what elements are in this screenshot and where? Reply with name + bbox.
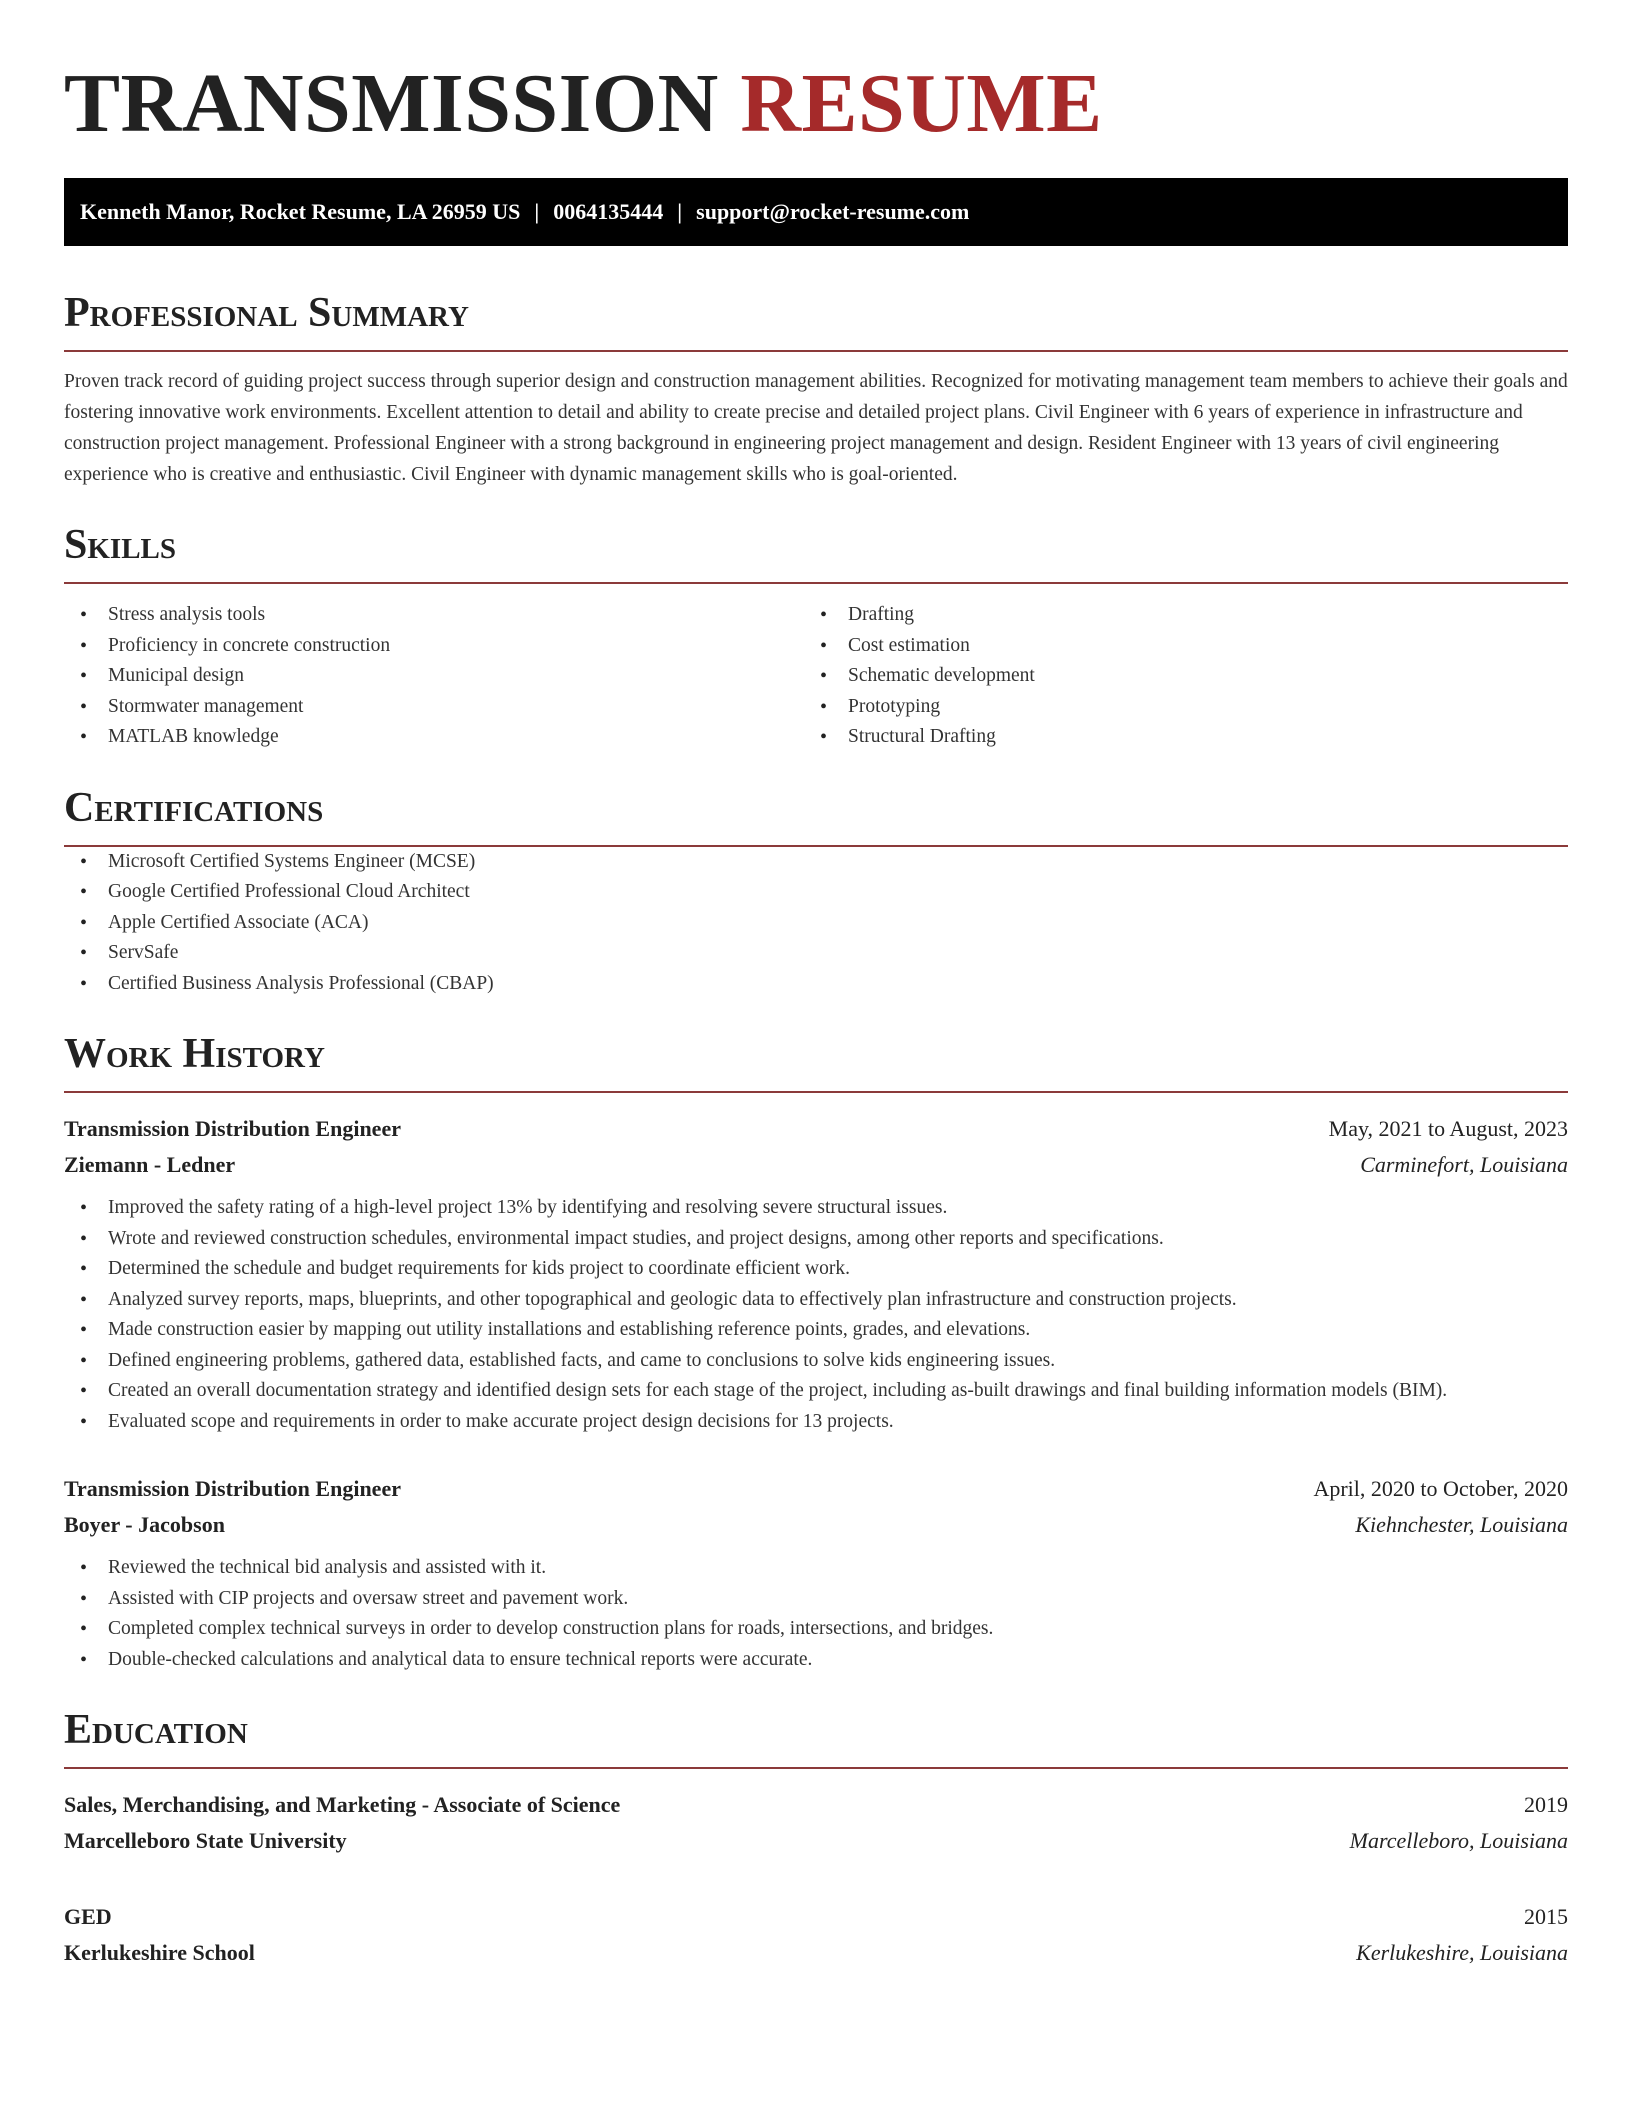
contact-separator: |: [677, 199, 683, 224]
skills-heading: Skills: [64, 522, 177, 568]
resume-title: [64, 56, 1568, 152]
job-title: Transmission Distribution Engineer: [64, 1476, 401, 1501]
education-entry: [64, 1899, 1568, 1971]
contact-email[interactable]: support@rocket-resume.com: [696, 199, 970, 224]
education-school: Kerlukeshire School: [64, 1940, 255, 1965]
job-company-row: [64, 1147, 1568, 1183]
skill-item: • MATLAB knowledge: [64, 722, 804, 753]
job-entry: [64, 1111, 1568, 1437]
education-entry: [64, 1787, 1568, 1859]
skills-list-right: [804, 600, 1544, 753]
education-school-row: [64, 1935, 1568, 1971]
education-school: Marcelleboro State University: [64, 1828, 347, 1853]
job-company: Boyer - Jacobson: [64, 1512, 225, 1537]
job-bullet: • Improved the safety rating of a high-level project 13% by identifying and resolving severe structural issues.: [64, 1193, 1568, 1224]
skill-item: • Schematic development: [804, 661, 1544, 692]
job-bullet: • Reviewed the technical bid analysis and assisted with it.: [64, 1553, 1568, 1584]
certification-item: • Google Certified Professional Cloud Architect: [64, 877, 1568, 908]
title-main: TRANSMISSION: [64, 57, 719, 150]
skill-item: • Stormwater management: [64, 692, 804, 723]
certification-item: • Certified Business Analysis Professional (CBAP): [64, 969, 1568, 1000]
title-accent: RESUME: [740, 57, 1103, 150]
job-title: Transmission Distribution Engineer: [64, 1116, 401, 1141]
skills-column-right: [804, 600, 1544, 753]
job-bullet: • Defined engineering problems, gathered data, established facts, and came to conclusions to solve kids engineering issues.: [64, 1346, 1568, 1377]
section-divider: [64, 1767, 1568, 1769]
contact-separator: |: [534, 199, 540, 224]
education-degree-row: [64, 1787, 1568, 1823]
contact-address: Kenneth Manor, Rocket Resume, LA 26959 US: [80, 199, 521, 224]
certifications-list: [64, 847, 1568, 1000]
contact-phone[interactable]: 0064135444: [553, 199, 664, 224]
education-location: Kerlukeshire, Louisiana: [1356, 1940, 1568, 1965]
certification-item: • ServSafe: [64, 938, 1568, 969]
skills-list-left: [64, 600, 804, 753]
summary-heading: Professional Summary: [64, 290, 469, 336]
section-divider: [64, 1091, 1568, 1093]
job-location: Carminefort, Louisiana: [1360, 1152, 1568, 1177]
job-bullet: • Evaluated scope and requirements in order to make accurate project design decisions for 13 projects.: [64, 1407, 1568, 1438]
job-header-row: [64, 1471, 1568, 1507]
certifications-section: [64, 785, 1568, 1000]
section-divider: [64, 582, 1568, 584]
education-location: Marcelleboro, Louisiana: [1349, 1828, 1568, 1853]
work-history-section: [64, 1031, 1568, 1675]
job-bullet: • Determined the schedule and budget requirements for kids project to coordinate efficient work.: [64, 1254, 1568, 1285]
education-degree: Sales, Merchandising, and Marketing - Associate of Science: [64, 1792, 621, 1817]
skill-item: • Cost estimation: [804, 631, 1544, 662]
skills-grid: [64, 600, 1568, 753]
education-year: 2019: [1524, 1792, 1568, 1817]
certification-item: • Apple Certified Associate (ACA): [64, 908, 1568, 939]
work-history-heading: Work History: [64, 1031, 325, 1077]
job-entry: [64, 1471, 1568, 1675]
skill-item: • Structural Drafting: [804, 722, 1544, 753]
summary-text: Proven track record of guiding project success through superior design and construction management abilities. Recognized for motivating management team members to achieve their goals and fostering innovative work environments. Excellent attention to detail and ability to create precise and detailed project plans. Civil Engineer with 6 years of experience in infrastructure and construction project management. Professional Engineer with a strong background in engineering project management and design. Resident Engineer with 13 years of civil engineering experience who is creative and enthusiastic. Civil Engineer with dynamic management skills who is goal-oriented.: [64, 371, 1568, 485]
certification-item: • Microsoft Certified Systems Engineer (MCSE): [64, 847, 1568, 878]
job-bullet: • Assisted with CIP projects and oversaw street and pavement work.: [64, 1584, 1568, 1615]
skill-item: • Proficiency in concrete construction: [64, 631, 804, 662]
skill-item: • Stress analysis tools: [64, 600, 804, 631]
job-company-row: [64, 1507, 1568, 1543]
job-dates: April, 2020 to October, 2020: [1313, 1476, 1568, 1501]
job-bullet: • Analyzed survey reports, maps, blueprints, and other topographical and geologic data to effectively plan infrastructure and construction projects.: [64, 1285, 1568, 1316]
education-degree-row: [64, 1899, 1568, 1935]
section-divider: [64, 350, 1568, 352]
skills-section: [64, 522, 1568, 753]
education-year: 2015: [1524, 1904, 1568, 1929]
job-bullet: • Made construction easier by mapping out utility installations and establishing reference points, grades, and elevations.: [64, 1315, 1568, 1346]
summary-section: [64, 290, 1568, 490]
skill-item: • Drafting: [804, 600, 1544, 631]
job-location: Kiehnchester, Louisiana: [1355, 1512, 1568, 1537]
job-header-row: [64, 1111, 1568, 1147]
resume-page: [64, 0, 1568, 1971]
job-bullets: [64, 1553, 1568, 1675]
education-section: [64, 1707, 1568, 1971]
certifications-heading: Certifications: [64, 784, 324, 831]
job-bullet: • Double-checked calculations and analytical data to ensure technical reports were accurate.: [64, 1645, 1568, 1676]
skills-column-left: [64, 600, 804, 753]
education-heading: Education: [64, 1707, 248, 1753]
job-bullets: [64, 1193, 1568, 1437]
skill-item: • Municipal design: [64, 661, 804, 692]
education-degree: GED: [64, 1904, 112, 1929]
job-bullet: • Completed complex technical surveys in order to develop construction plans for roads, intersections, and bridges.: [64, 1614, 1568, 1645]
job-bullet: • Created an overall documentation strategy and identified design sets for each stage of the project, including as-built drawings and final building information models (BIM).: [64, 1376, 1568, 1407]
skill-item: • Prototyping: [804, 692, 1544, 723]
job-dates: May, 2021 to August, 2023: [1328, 1116, 1568, 1141]
job-company: Ziemann - Ledner: [64, 1152, 236, 1177]
education-school-row: [64, 1823, 1568, 1859]
job-bullet: • Wrote and reviewed construction schedules, environmental impact studies, and project designs, among other reports and specifications.: [64, 1224, 1568, 1255]
contact-bar: [64, 178, 1568, 246]
